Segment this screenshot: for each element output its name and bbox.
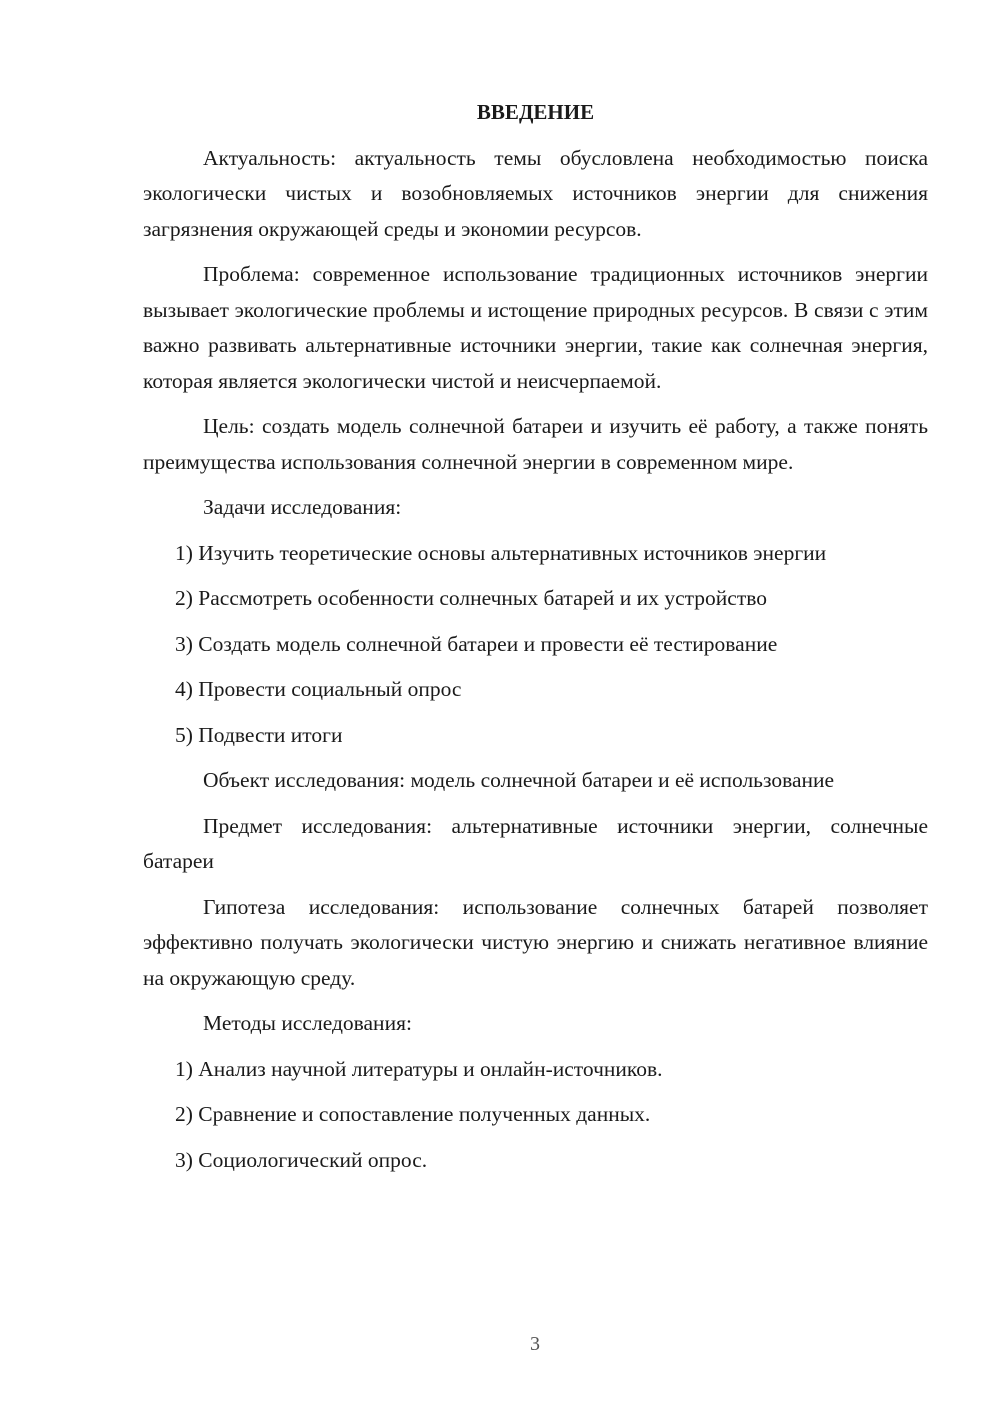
hypothesis-paragraph: Гипотеза исследования: использование солнечных батарей позволяет эффективно получать экологически чистую энергию и снижать негативное влияние на окружающую среду. [143,894,928,990]
task-item: 1) Изучить теоретические основы альтернативных источников энергии [175,540,827,565]
tasks-heading: Задачи исследования: [203,495,402,519]
method-item: 1) Анализ научной литературы и онлайн-источников. [175,1056,663,1081]
task-item: 2) Рассмотреть особенности солнечных батарей и их устройство [175,586,767,610]
task-item: 5) Подвести итоги [175,722,343,747]
section-title: ВВЕДЕНИЕ [476,100,595,124]
document-body [143,95,928,1188]
problem-paragraph: Проблема: современное использование традиционных источников энергии вызывает экологические проблемы и истощение природных ресурсов. В связи с этим важно развивать альтернативные источники энергии, такие как солнечная энергия, которая является экологически чистой и неисчерпаемой. [143,262,928,393]
subject-paragraph: Предмет исследования: альтернативные источники энергии, солнечные батареи [143,813,928,873]
methods-heading: Методы исследования: [203,1011,412,1035]
goal-paragraph: Цель: создать модель солнечной батареи и изучить её работу, а также понять преимущества использования солнечной энергии в современном мире. [143,414,928,474]
page-number: 3 [530,1333,540,1355]
relevance-paragraph: Актуальность: актуальность темы обусловлена необходимостью поиска экологически чистых и возобновляемых источников энергии для снижения загрязнения окружающей среды и экономии ресурсов. [143,145,928,241]
method-item: 2) Сравнение и сопоставление полученных данных. [175,1102,651,1126]
method-item: 3) Социологический опрос. [175,1147,428,1172]
task-item: 3) Создать модель солнечной батареи и провести её тестирование [175,631,778,656]
object-paragraph: Объект исследования: модель солнечной батареи и её использование [203,768,835,792]
task-item: 4) Провести социальный опрос [175,677,462,701]
